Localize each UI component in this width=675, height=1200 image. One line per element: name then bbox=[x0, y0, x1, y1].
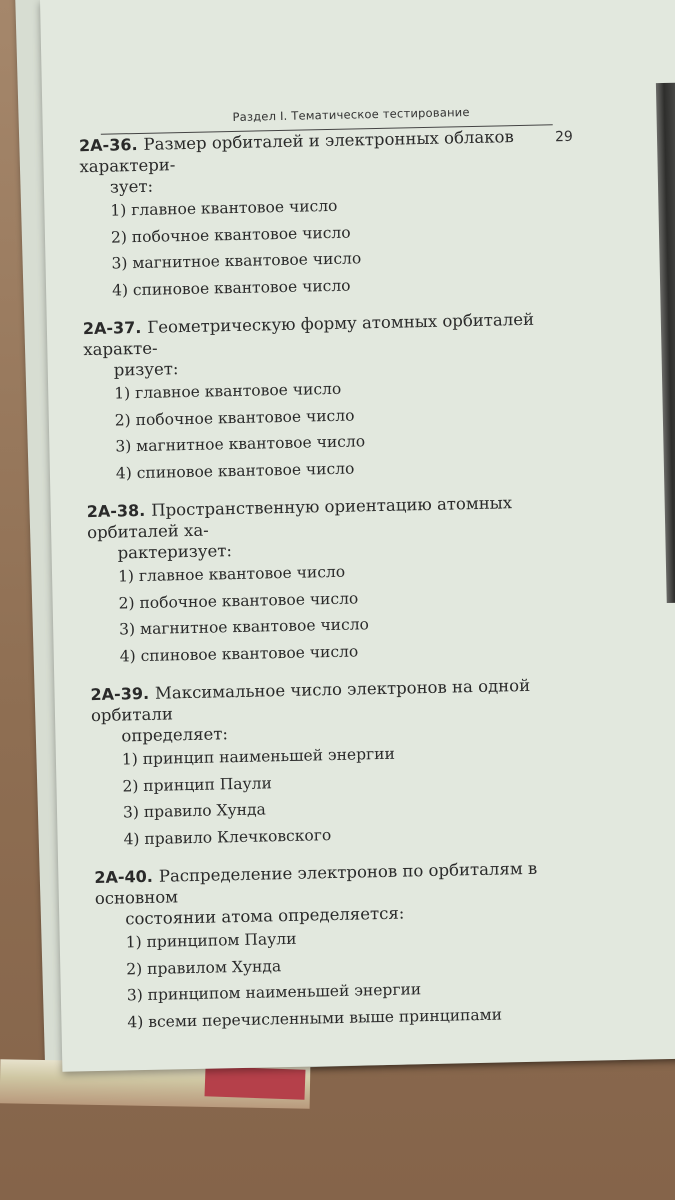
section-title: Раздел I. Тематическое тестирование bbox=[232, 105, 470, 124]
book-cover-red bbox=[205, 1066, 306, 1099]
question-text-cont: определяет: bbox=[121, 724, 229, 746]
answer-option: 2) принцип Паули bbox=[122, 773, 273, 795]
textbook-page bbox=[40, 0, 675, 1072]
question-2a-38 bbox=[87, 491, 590, 670]
question-text-cont: ризует: bbox=[113, 359, 179, 380]
answer-option: 3) правило Хунда bbox=[122, 800, 266, 822]
answer-option: 1) главное квантовое число bbox=[110, 196, 338, 220]
answer-option: 4) спиновое квантовое число bbox=[115, 459, 355, 483]
question-text: Геометрическую форму атомных орбиталей характе- bbox=[83, 309, 535, 360]
question-text: Максимальное число электронов на одной орбитали bbox=[90, 675, 531, 726]
question-text: Размер орбиталей и электронных облаков характери- bbox=[79, 127, 514, 177]
page-shadow-strip bbox=[656, 83, 675, 603]
answer-option: 1) принцип наименьшей энергии bbox=[121, 744, 396, 769]
question-2a-40 bbox=[94, 857, 597, 1036]
answer-option: 4) спиновое квантовое число bbox=[119, 641, 359, 665]
question-number: 2А-36. bbox=[78, 134, 138, 156]
answer-option: 1) главное квантовое число bbox=[117, 562, 346, 586]
question-2a-39 bbox=[90, 674, 593, 853]
question-2a-37 bbox=[83, 308, 586, 487]
answer-option: 3) магнитное квантовое число bbox=[119, 615, 370, 639]
answer-option: 3) магнитное квантовое число bbox=[115, 432, 366, 456]
question-text-cont: зует: bbox=[109, 176, 154, 197]
question-number: 2А-40. bbox=[94, 866, 154, 888]
question-text-cont: состоянии атома определяется: bbox=[125, 903, 405, 929]
answer-option: 2) побочное квантовое число bbox=[118, 588, 359, 612]
question-list bbox=[79, 125, 598, 1050]
answer-option: 2) побочное квантовое число bbox=[114, 406, 355, 430]
answer-option: 4) всеми перечисленными выше принципами bbox=[127, 1005, 503, 1031]
question-text-cont: рактеризует: bbox=[117, 541, 233, 563]
answer-option: 4) спиновое квантовое число bbox=[111, 276, 351, 300]
answer-option: 2) побочное квантовое число bbox=[110, 223, 351, 247]
question-2a-36 bbox=[79, 125, 582, 304]
question-number: 2А-38. bbox=[86, 500, 146, 522]
question-text: Распределение электронов по орбиталям в основном bbox=[94, 858, 538, 909]
question-number: 2А-39. bbox=[90, 683, 150, 705]
answer-option: 1) принципом Паули bbox=[125, 929, 297, 952]
answer-option: 1) главное квантовое число bbox=[114, 379, 342, 403]
question-text: Пространственную ориентацию атомных орбиталей ха- bbox=[86, 493, 513, 543]
answer-option: 4) правило Клечковского bbox=[123, 825, 332, 848]
answer-option: 2) правилом Хунда bbox=[126, 956, 282, 978]
page-number: 29 bbox=[554, 128, 573, 146]
question-number: 2А-37. bbox=[82, 317, 142, 339]
answer-option: 3) магнитное квантовое число bbox=[111, 249, 362, 273]
answer-option: 3) принципом наименьшей энергии bbox=[126, 980, 422, 1005]
